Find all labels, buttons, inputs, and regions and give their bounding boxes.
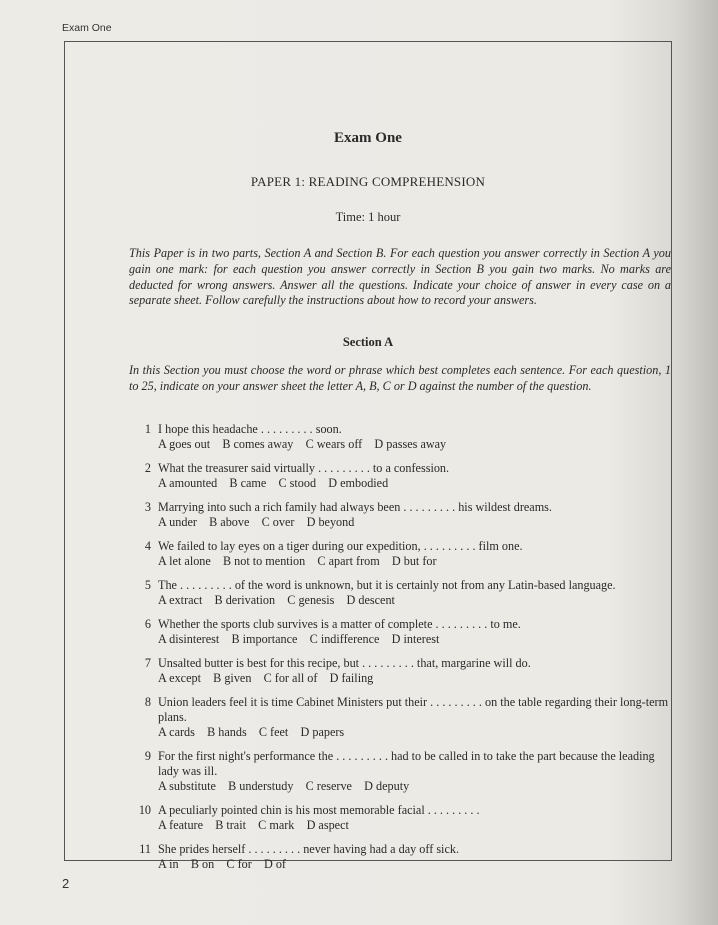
question-number: 3	[144, 500, 151, 514]
question-options: A feature B trait C mark D aspect	[158, 818, 349, 832]
paper-instructions: This Paper is in two parts, Section A and Section B. For each question you answer correctly in Section A you gain one mark: for each question you answer correctly in Section B you gain two marks. No marks are deducted for wrong answers. Answer all the questions. Indicate your choice of answer in every case on a separate sheet. Follow carefully the instructions about how to record your answers.	[129, 246, 671, 308]
question-item	[129, 656, 674, 686]
question-number: 1	[144, 422, 151, 436]
question-options: A in B on C for D of	[158, 857, 286, 871]
question-number: 4	[144, 539, 151, 553]
question-item	[129, 842, 674, 872]
paper-title: PAPER 1: READING COMPREHENSION	[250, 174, 486, 189]
question-number: 11	[139, 842, 151, 856]
question-item	[129, 803, 674, 833]
question-stem: Whether the sports club survives is a matter of complete . . . . . . . . . to me.	[158, 617, 521, 631]
question-options: A amounted B came C stood D embodied	[158, 476, 389, 490]
question-item	[129, 539, 674, 569]
question-list	[129, 422, 674, 872]
exam-title: Exam One	[334, 130, 402, 146]
question-stem: She prides herself . . . . . . . . . never having had a day off sick.	[158, 842, 459, 856]
question-stem: I hope this headache . . . . . . . . . soon.	[158, 422, 342, 436]
question-stem: A peculiarly pointed chin is his most memorable facial . . . . . . . . .	[158, 803, 480, 817]
question-number: 7	[144, 656, 151, 670]
question-stem: Union leaders feel it is time Cabinet Ministers put their . . . . . . . . . on the table regarding their long-term plans.	[158, 695, 669, 724]
section-intro: In this Section you must choose the word or phrase which best completes each sentence. For each question, 1 to 25, indicate on your answer sheet the letter A, B, C or D against the number of the question.	[129, 363, 671, 393]
question-options: A cards B hands C feet D papers	[158, 725, 345, 739]
question-item	[129, 695, 674, 740]
time-allowed: Time: 1 hour	[335, 210, 401, 224]
question-options: A except B given C for all of D failing	[158, 671, 374, 685]
question-item	[129, 617, 674, 647]
question-options: A substitute B understudy C reserve D deputy	[158, 779, 410, 793]
running-head: Exam One	[62, 22, 112, 34]
question-stem: For the first night's performance the . . . . . . . . . had to be called in to take the part because the leading lady was ill.	[158, 749, 655, 778]
question-stem: The . . . . . . . . . of the word is unknown, but it is certainly not from any Latin-based language.	[158, 578, 616, 592]
question-options: A let alone B not to mention C apart from D but for	[158, 554, 437, 568]
question-stem: Unsalted butter is best for this recipe, but . . . . . . . . . that, margarine will do.	[158, 656, 531, 670]
question-item	[129, 422, 674, 452]
question-options: A extract B derivation C genesis D descent	[158, 593, 395, 607]
question-stem: Marrying into such a rich family had always been . . . . . . . . . his wildest dreams.	[158, 500, 552, 514]
page-number: 2	[62, 876, 70, 891]
content-frame	[64, 41, 672, 871]
section-title: Section A	[342, 335, 394, 349]
question-number: 8	[144, 695, 151, 709]
question-options: A under B above C over D beyond	[158, 515, 355, 529]
question-options: A goes out B comes away C wears off D passes away	[158, 437, 447, 451]
question-options: A disinterest B importance C indifference D interest	[158, 632, 440, 646]
question-number: 10	[138, 803, 151, 817]
question-item	[129, 500, 674, 530]
question-number: 9	[144, 749, 151, 763]
question-stem: We failed to lay eyes on a tiger during our expedition, . . . . . . . . . film one.	[158, 539, 523, 553]
question-item	[129, 578, 674, 608]
question-item	[129, 749, 674, 794]
question-number: 2	[144, 461, 151, 475]
question-number: 5	[144, 578, 151, 592]
question-item	[129, 461, 674, 491]
question-number: 6	[144, 617, 151, 631]
question-stem: What the treasurer said virtually . . . . . . . . . to a confession.	[158, 461, 450, 475]
